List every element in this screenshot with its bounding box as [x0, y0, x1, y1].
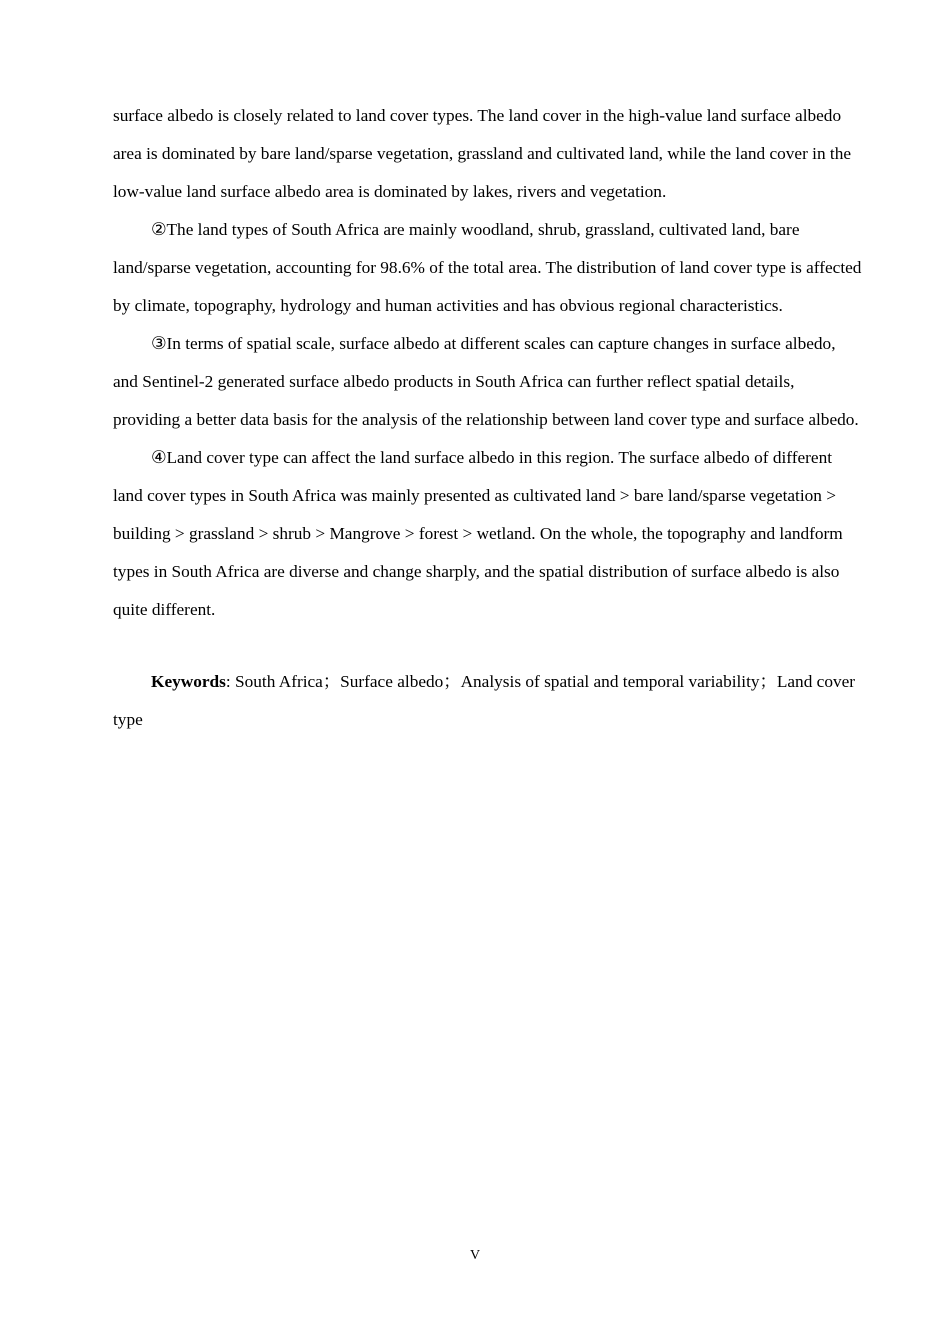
paragraph-summary-continuation: surface albedo is closely related to land cover types. The land cover in the high-value land surface albedo area is dominated by bare land/sparse vegetation, grassland and cultivated land, while the land cover in the low-value land surface albedo area is dominated by lakes, rivers and vegetation. [113, 106, 852, 201]
paragraph-point-2: ②The land types of South Africa are mainly woodland, shrub, grassland, cultivated land, bare land/sparse vegetation, accounting for 98.6% of the total area. The distribution of land cover type is affected by climate, topography, hydrology and human activities and has obvious regional characteristics. [113, 220, 862, 315]
keywords-line [113, 663, 863, 739]
keywords-text: South Africa；Surface albedo；Analysis of spatial and temporal variability；Land cover type [113, 672, 856, 729]
keywords-separator: : [225, 672, 236, 691]
paragraph-point-4: ④Land cover type can affect the land surface albedo in this region. The surface albedo of different land cover types in South Africa was mainly presented as cultivated land > bare land/sparse vegetation > building > grassland > shrub > Mangrove > forest > wetland. On the whole, the topography and landform types in South Africa are diverse and change sharply, and the spatial distribution of surface albedo is also quite different. [113, 448, 843, 619]
paragraph-point-3: ③In terms of spatial scale, surface albedo at different scales can capture changes in surface albedo, and Sentinel-2 generated surface albedo products in South Africa can further reflect spatial details, providing a better data basis for the analysis of the relationship between land cover type and surface albedo. [113, 334, 859, 429]
document-body [113, 97, 863, 739]
page-number: V [469, 1248, 481, 1263]
keywords-label: Keywords [151, 672, 226, 691]
